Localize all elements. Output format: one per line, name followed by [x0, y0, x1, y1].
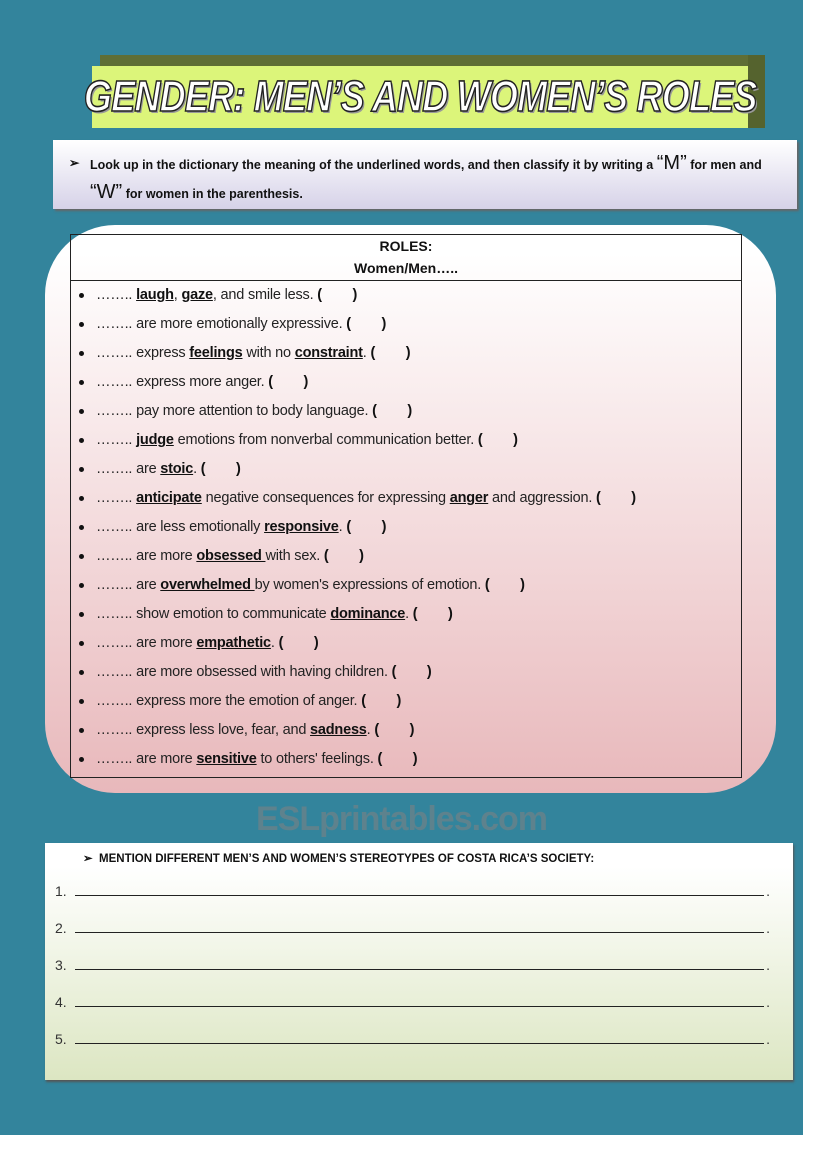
bullet-icon	[79, 380, 84, 385]
answer-parenthesis[interactable]: ( )	[346, 316, 387, 332]
answer-line[interactable]	[55, 920, 770, 936]
line-end-dot: .	[766, 920, 770, 936]
role-item	[79, 547, 364, 565]
answer-parenthesis[interactable]: ( )	[412, 606, 453, 622]
item-text: .	[338, 519, 347, 535]
title-banner	[83, 66, 757, 128]
answer-line[interactable]	[55, 883, 770, 899]
underlined-word: laugh	[136, 287, 174, 303]
arrow-bullet-icon: ➢	[83, 853, 93, 865]
underlined-word: responsive	[264, 519, 339, 535]
bullet-icon	[79, 728, 84, 733]
underlined-word: overwhelmed	[160, 577, 255, 593]
line-number: 2.	[55, 920, 67, 936]
item-text: …….. express more the emotion of anger.	[96, 693, 362, 709]
answer-rule[interactable]	[75, 931, 764, 933]
role-item	[79, 750, 417, 768]
role-item	[79, 692, 401, 710]
answer-parenthesis[interactable]: ( )	[596, 490, 636, 506]
item-text: and aggression.	[488, 490, 597, 506]
m-label: “M”	[656, 152, 687, 174]
item-text: …….. are more	[96, 635, 197, 651]
bullet-icon	[79, 351, 84, 356]
bullet-icon	[79, 612, 84, 617]
item-text: ……..	[96, 490, 137, 506]
answer-parenthesis[interactable]: ( )	[391, 664, 432, 680]
bullet-icon	[79, 699, 84, 704]
bullet-icon	[79, 583, 84, 588]
answer-parenthesis[interactable]: ( )	[268, 374, 309, 390]
item-text: .	[366, 722, 375, 738]
item-text: with no	[242, 345, 295, 361]
role-item	[79, 373, 308, 391]
answer-parenthesis[interactable]: ( )	[317, 287, 358, 303]
bullet-icon	[79, 554, 84, 559]
item-text: , and smile less.	[212, 287, 318, 303]
bullet-icon	[79, 670, 84, 675]
item-text: …….. are	[96, 461, 161, 477]
answer-parenthesis[interactable]: ( )	[361, 693, 402, 709]
underlined-word: sensitive	[196, 751, 257, 767]
page-title: GENDER: MEN’S AND WOMEN’S ROLES	[83, 72, 757, 121]
item-text: ……..	[96, 287, 137, 303]
role-item	[79, 402, 412, 420]
line-number: 4.	[55, 994, 67, 1010]
item-text: …….. express less love, fear, and	[96, 722, 311, 738]
role-item	[79, 344, 410, 362]
answer-parenthesis[interactable]: ( )	[374, 722, 415, 738]
underlined-word: dominance	[330, 606, 406, 622]
item-text: …….. are more	[96, 751, 197, 767]
item-text: …….. are	[96, 577, 161, 593]
answer-line[interactable]	[55, 957, 770, 973]
item-text: …….. are more	[96, 548, 197, 564]
answer-parenthesis[interactable]: ( )	[200, 461, 241, 477]
header-line-1: ROLES:	[379, 238, 433, 254]
item-text: .	[270, 635, 279, 651]
watermark: ESLprintables.com	[256, 800, 547, 838]
line-end-dot: .	[766, 994, 770, 1010]
line-end-dot: .	[766, 957, 770, 973]
bullet-icon	[79, 757, 84, 762]
item-text: …….. are more emotionally expressive.	[96, 316, 347, 332]
bullet-icon	[79, 409, 84, 414]
role-item	[79, 489, 636, 507]
item-text: …….. pay more attention to body language.	[96, 403, 373, 419]
answer-parenthesis[interactable]: ( )	[370, 345, 411, 361]
instruction-text: Look up in the dictionary the meaning of the underlined words, and then classify it by writing a	[90, 158, 654, 172]
item-text: …….. express	[96, 345, 190, 361]
answer-rule[interactable]	[75, 894, 764, 896]
answer-rule[interactable]	[75, 968, 764, 970]
underlined-word: feelings	[189, 345, 243, 361]
role-item	[79, 518, 386, 536]
underlined-word: sadness	[310, 722, 367, 738]
item-text: …….. are more obsessed with having children.	[96, 664, 392, 680]
roles-table	[70, 234, 742, 778]
bullet-icon	[79, 322, 84, 327]
underlined-word: empathetic	[196, 635, 271, 651]
item-text: ,	[173, 287, 182, 303]
role-item	[79, 431, 518, 449]
instruction-text: for men and	[690, 158, 762, 172]
answer-line[interactable]	[55, 994, 770, 1010]
stereotypes-box	[45, 843, 793, 1080]
underlined-word: anticipate	[136, 490, 202, 506]
line-number: 5.	[55, 1031, 67, 1047]
underlined-word: obsessed	[196, 548, 266, 564]
answer-rule[interactable]	[75, 1005, 764, 1007]
item-text: .	[405, 606, 413, 622]
line-end-dot: .	[766, 883, 770, 899]
line-number: 3.	[55, 957, 67, 973]
answer-parenthesis[interactable]: ( )	[477, 432, 518, 448]
item-text: negative consequences for expressing	[201, 490, 450, 506]
line-number: 1.	[55, 883, 67, 899]
answer-parenthesis[interactable]: ( )	[372, 403, 413, 419]
role-item	[79, 576, 525, 594]
answer-parenthesis[interactable]: ( )	[484, 577, 525, 593]
item-text: .	[362, 345, 371, 361]
bullet-icon	[79, 496, 84, 501]
role-item	[79, 663, 432, 681]
arrow-bullet-icon: ➢	[69, 156, 80, 170]
item-text: …….. are less emotionally	[96, 519, 265, 535]
instruction-text: for women in the parenthesis.	[125, 187, 303, 201]
line-end-dot: .	[766, 1031, 770, 1047]
bullet-icon	[79, 438, 84, 443]
roles-table-header	[71, 235, 741, 281]
bullet-icon	[79, 467, 84, 472]
underlined-word: stoic	[160, 461, 194, 477]
item-text: …….. express more anger.	[96, 374, 269, 390]
answer-parenthesis[interactable]: ( )	[377, 751, 418, 767]
answer-parenthesis[interactable]: ( )	[346, 519, 387, 535]
header-line-2: Women/Men…..	[354, 260, 458, 276]
item-text: to others' feelings.	[256, 751, 378, 767]
item-text: with sex.	[265, 548, 324, 564]
underlined-word: constraint	[294, 345, 363, 361]
answer-rule[interactable]	[75, 1042, 764, 1044]
item-text: by women's expressions of emotion.	[254, 577, 485, 593]
underlined-word: judge	[136, 432, 174, 448]
item-text: ……..	[96, 432, 137, 448]
role-item	[79, 634, 318, 652]
answer-parenthesis[interactable]: ( )	[278, 635, 319, 651]
item-text: …….. show emotion to communicate	[96, 606, 331, 622]
stereotypes-title-text: MENTION DIFFERENT MEN’S AND WOMEN’S STEREOTYPES OF COSTA RICA’S SOCIETY:	[99, 853, 595, 865]
item-text: .	[193, 461, 201, 477]
instruction-box	[53, 140, 797, 209]
bullet-icon	[79, 293, 84, 298]
role-item	[79, 460, 241, 478]
role-item	[79, 605, 453, 623]
bullet-icon	[79, 525, 84, 530]
underlined-word: gaze	[181, 287, 213, 303]
role-item	[79, 286, 357, 304]
stereotypes-title	[83, 851, 594, 865]
item-text: emotions from nonverbal communication better.	[173, 432, 478, 448]
underlined-word: anger	[449, 490, 489, 506]
w-label: “W”	[90, 181, 123, 203]
role-item	[79, 721, 414, 739]
role-item	[79, 315, 386, 333]
answer-parenthesis[interactable]: ( )	[323, 548, 364, 564]
answer-line[interactable]	[55, 1031, 770, 1047]
bullet-icon	[79, 641, 84, 646]
